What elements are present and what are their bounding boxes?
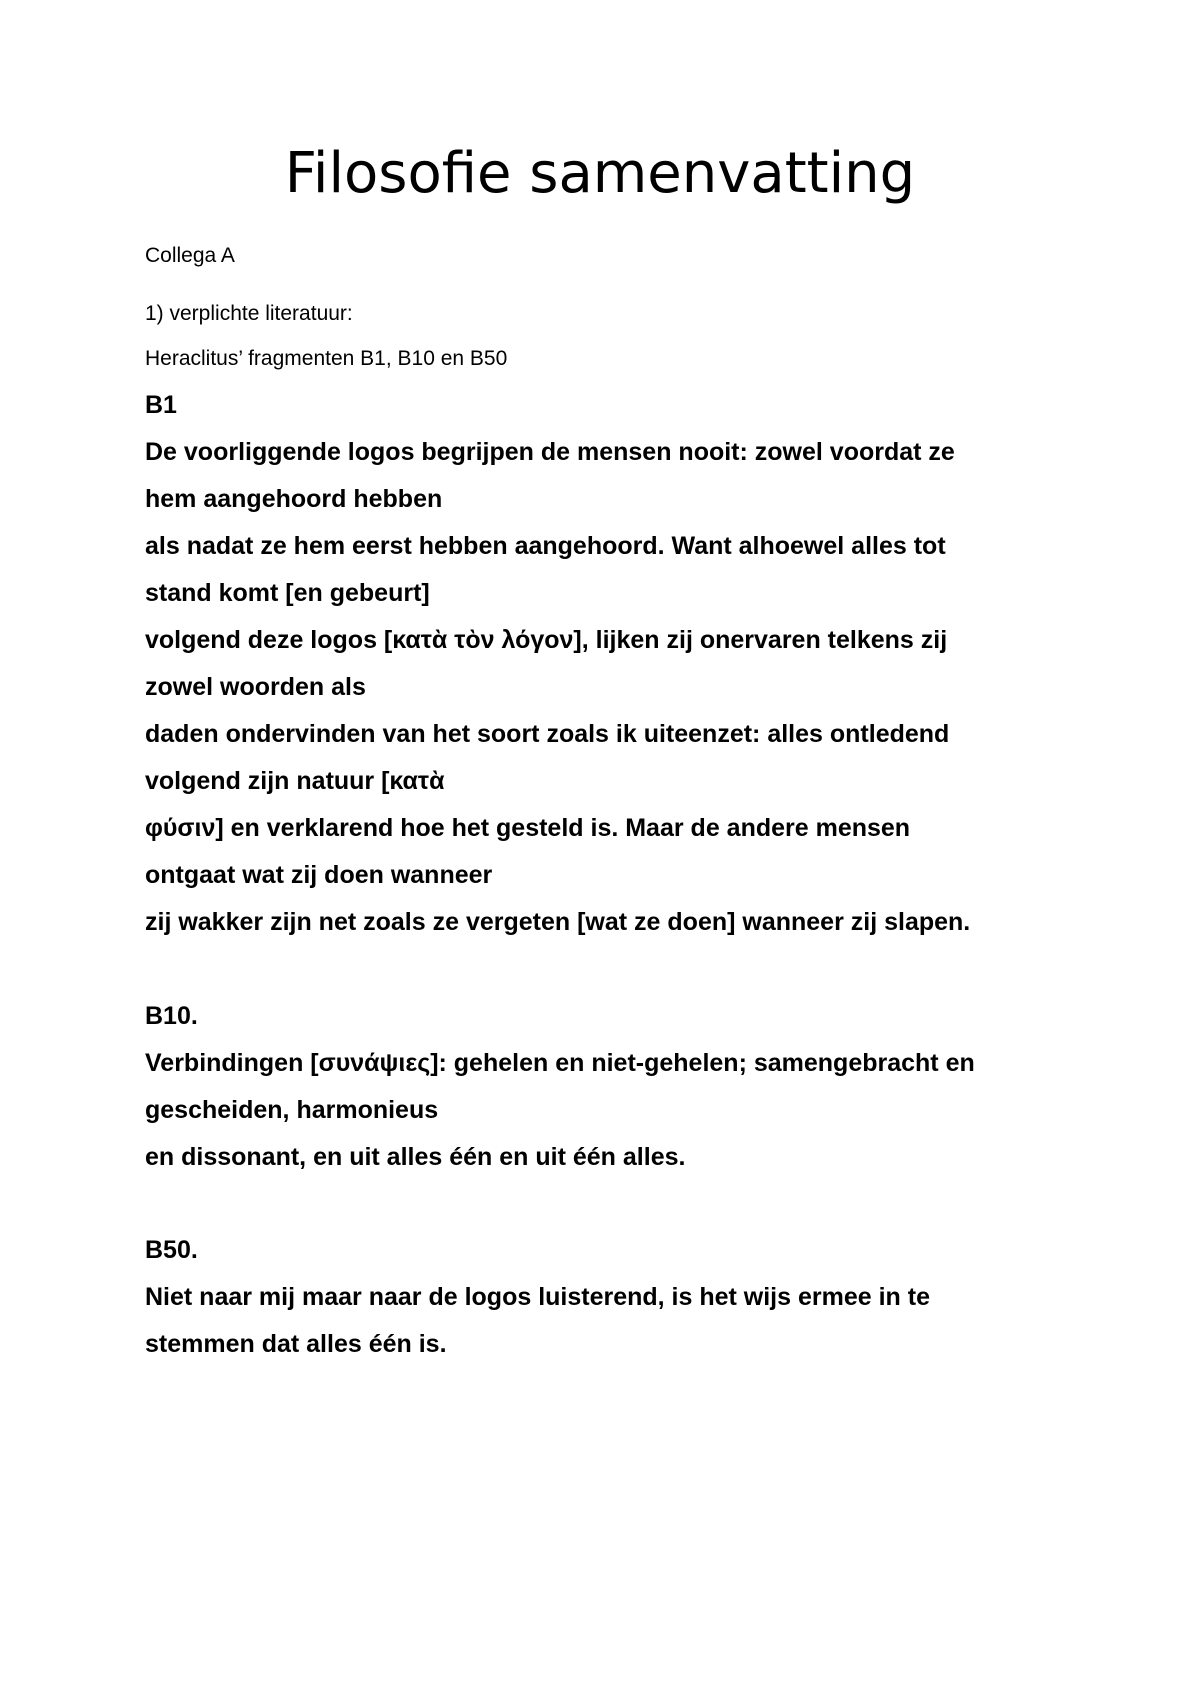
fragment-b50-line: stemmen dat alles één is. — [145, 1330, 447, 1358]
fragment-b10-heading: B10. — [145, 1002, 198, 1030]
fragment-b1 — [145, 382, 1075, 946]
fragment-b1-line: volgend deze logos [κατὰ τὸν λόγον], lijken zij onervaren telkens zij — [145, 626, 948, 654]
fragment-b1-line: hem aangehoord hebben — [145, 485, 443, 513]
document-title: Filosofie samenvatting — [284, 141, 916, 206]
fragment-b1-line: φύσιν] en verklarend hoe het gesteld is. Maar de andere mensen — [145, 814, 911, 842]
fragment-b1-line: stand komt [en gebeurt] — [145, 579, 430, 607]
fragment-b50 — [145, 1227, 1075, 1368]
literature-source: Heraclitus’ fragmenten B1, B10 en B50 — [145, 347, 508, 370]
fragment-b10 — [145, 993, 1075, 1181]
fragment-b1-line: daden ondervinden van het soort zoals ik uiteenzet: alles ontledend — [145, 720, 950, 748]
college-label: Collega A — [145, 244, 235, 267]
fragment-b1-line: De voorliggende logos begrijpen de mensen nooit: zowel voordat ze — [145, 438, 955, 466]
fragment-b1-line: zowel woorden als — [145, 673, 366, 701]
fragment-b1-line: ontgaat wat zij doen wanneer — [145, 861, 493, 889]
fragment-b1-line: volgend zijn natuur [κατὰ — [145, 767, 445, 795]
literature-heading: 1) verplichte literatuur: — [145, 302, 353, 325]
fragment-b10-line: Verbindingen [συνάψιες]: gehelen en niet-gehelen; samengebracht en — [145, 1049, 975, 1077]
fragment-b1-line: zij wakker zijn net zoals ze vergeten [wat ze doen] wanneer zij slapen. — [145, 908, 971, 936]
fragment-b50-line: Niet naar mij maar naar de logos luisterend, is het wijs ermee in te — [145, 1283, 930, 1311]
fragment-b50-heading: B50. — [145, 1236, 198, 1264]
fragment-b10-line: en dissonant, en uit alles één en uit één alles. — [145, 1143, 686, 1171]
fragment-b1-heading: B1 — [145, 391, 177, 419]
fragment-b10-line: gescheiden, harmonieus — [145, 1096, 439, 1124]
fragment-b1-line: als nadat ze hem eerst hebben aangehoord. Want alhoewel alles tot — [145, 532, 946, 560]
